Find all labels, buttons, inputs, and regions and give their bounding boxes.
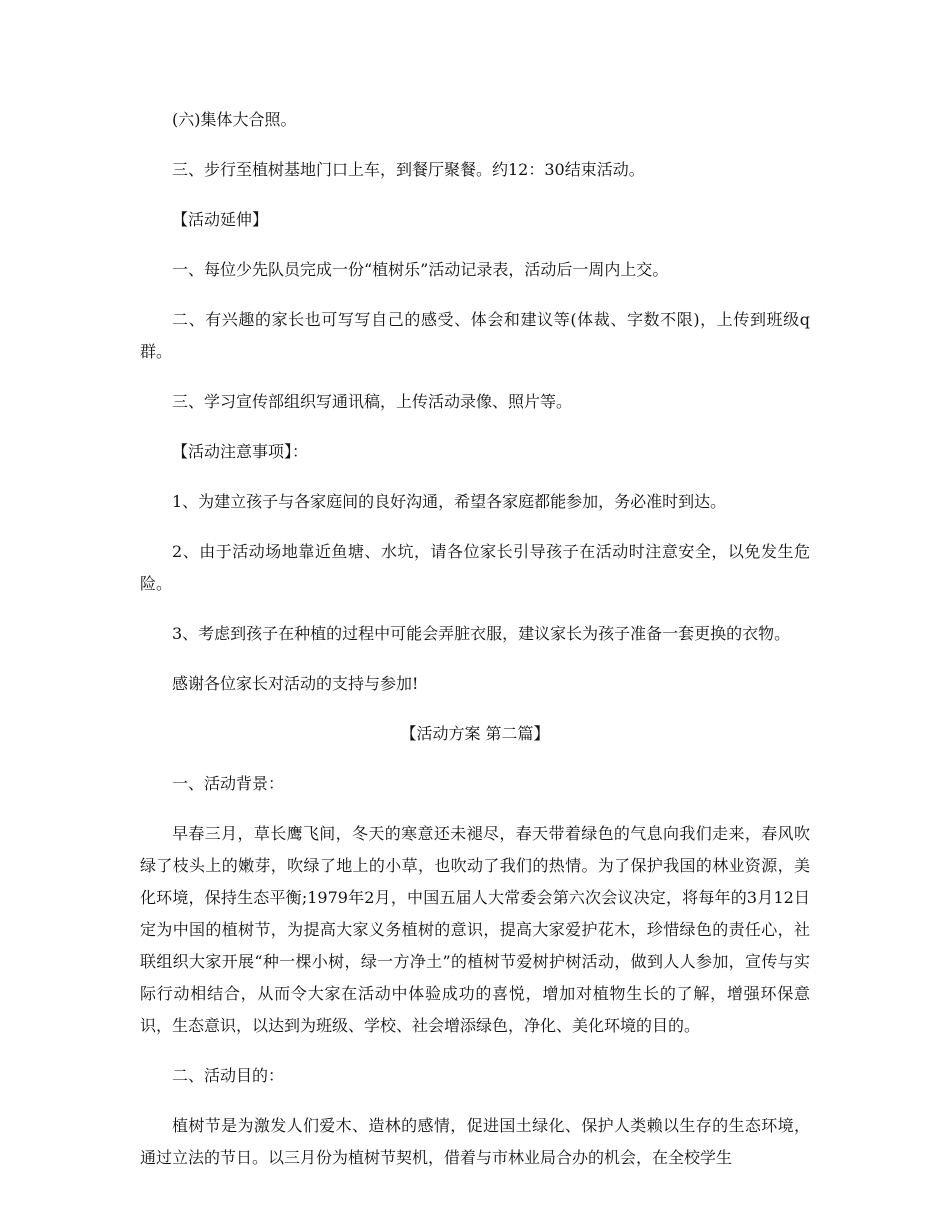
section-heading: 一、活动背景： (172, 774, 285, 793)
document-page (140, 104, 810, 1192)
paragraph: (六)集体大合照。 (172, 110, 297, 129)
paragraph: 一、每位少先队员完成一份“植树乐”活动记录表，活动后一周内上交。 (172, 260, 669, 279)
chapter-title: 【活动方案 第二篇】 (400, 724, 550, 743)
paragraph: 植树节是为激发人们爱木、造林的感情，促进国土绿化、保护人类赖以生存的生态环境，通过立法的节日。以三月份为植树节契机，借着与市林业局合办的机会，在全校学生 (140, 1116, 810, 1167)
paragraph: 三、步行至植树基地门口上车，到餐厅聚餐。约12：30结束活动。 (172, 160, 645, 179)
paragraph: 2、由于活动场地靠近鱼塘、水坑，请各位家长引导孩子在活动时注意安全，以免发生危险。 (140, 542, 810, 593)
section-heading: 【活动延伸】 (172, 210, 269, 229)
section-heading: 【活动注意事项】： (172, 442, 309, 461)
paragraph: 3、考虑到孩子在种植的过程中可能会弄脏衣服，建议家长为孩子准备一套更换的衣物。 (172, 624, 791, 643)
paragraph: 三、学习宣传部组织写通讯稿，上传活动录像、照片等。 (172, 392, 573, 411)
paragraph: 1、为建立孩子与各家庭间的良好沟通，希望各家庭都能参加，务必准时到达。 (172, 492, 727, 511)
paragraph: 早春三月，草长鹰飞间，冬天的寒意还未褪尽，春天带着绿色的气息向我们走来，春风吹绿了枝头上的嫩芽，吹绿了地上的小草，也吹动了我们的热情。为了保护我国的林业资源，美化环境，保持生态平衡;1979年2月，中国五届人大常委会第六次会议决定，将每年的3月12日定为中国的植树节，为提高大家义务植树的意识，提高大家爱护花木，珍惜绿色的责任心，社联组织大家开展“种一棵小树，绿一方净土”的植树节爱树护树活动，做到人人参加，宣传与实际行动相结合，从而令大家在活动中体验成功的喜悦，增加对植物生长的了解，增强环保意识，生态意识，以达到为班级、学校、社会增添绿色，净化、美化环境的目的。 (140, 824, 810, 1035)
section-heading: 二、活动目的： (172, 1066, 285, 1085)
paragraph: 感谢各位家长对活动的支持与参加! (172, 674, 419, 693)
paragraph: 二、有兴趣的家长也可写写自己的感受、体会和建议等(体裁、字数不限)，上传到班级q群。 (140, 310, 810, 361)
